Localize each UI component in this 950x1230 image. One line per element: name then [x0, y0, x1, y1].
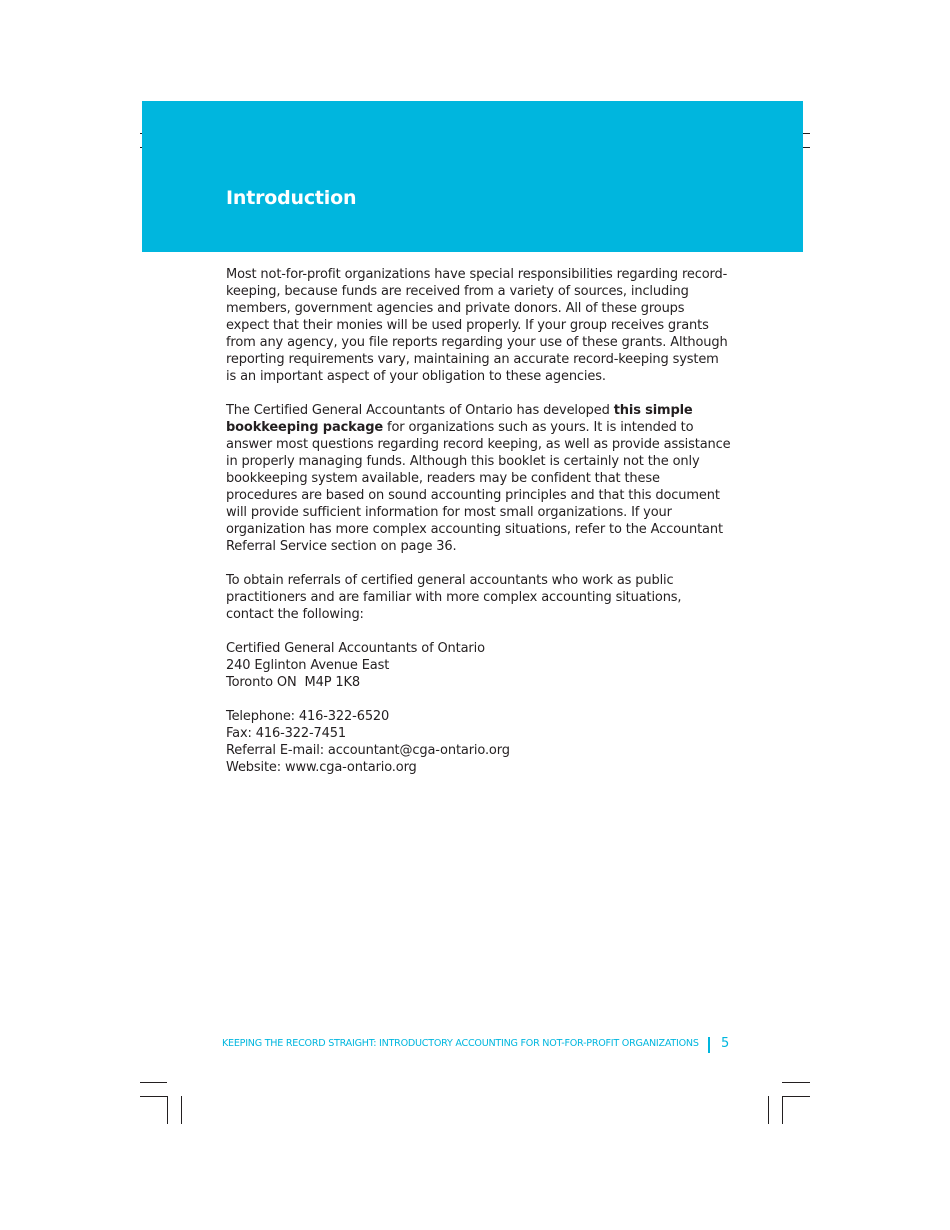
crop-mark-bottom-left-v1: [167, 1096, 168, 1124]
crop-mark-top-right-h2: [803, 147, 810, 148]
crop-mark-bottom-right-h2: [782, 1096, 810, 1097]
header-banner: [142, 101, 803, 252]
contact-website: Website: www.cga-ontario.org: [226, 760, 417, 775]
body-content: [226, 266, 731, 776]
page-title: Introduction: [226, 187, 357, 209]
crop-mark-bottom-left-h2: [140, 1096, 167, 1097]
crop-mark-bottom-left-h1: [140, 1082, 167, 1083]
crop-mark-bottom-right-v2: [782, 1096, 783, 1124]
crop-mark-top-right-h1: [803, 133, 810, 134]
running-title: KEEPING THE RECORD STRAIGHT: INTRODUCTORY ACCOUNTING FOR NOT-FOR-PROFIT ORGANIZATIONS: [222, 1038, 699, 1049]
contact-telephone: Telephone: 416-322-6520: [226, 709, 390, 724]
contact-email: Referral E-mail: accountant@cga-ontario.org: [226, 743, 510, 758]
footer-divider: [708, 1037, 710, 1053]
package-emphasis: this simple bookkeeping package: [226, 403, 693, 435]
address-org: Certified General Accountants of Ontario: [226, 641, 485, 656]
address-city: Toronto ON M4P 1K8: [226, 675, 361, 690]
address-block: [226, 640, 731, 691]
crop-mark-bottom-right-h1: [782, 1082, 810, 1083]
referral-paragraph: To obtain referrals of certified general accountants who work as public practitioners and are familiar with more complex accounting situations, contact the following:: [226, 573, 682, 622]
package-paragraph-start: The Certified General Accountants of Ontario has developed: [226, 403, 614, 418]
crop-mark-bottom-right-v1: [768, 1096, 769, 1124]
package-paragraph: [226, 402, 731, 555]
package-paragraph-end: for organizations such as yours. It is intended to answer most questions regarding record keeping, as well as provide assistance in properly managing funds. Although this booklet is certainly not the only bookkeeping system available, readers may be confident that these procedures are based on sound accounting principles and that this document will provide sufficient information for most small organizations. If your organization has more complex accounting situations, refer to the Accountant Referral Service section on page 36.: [226, 420, 731, 554]
intro-paragraph: Most not-for-profit organizations have special responsibilities regarding record-keeping, because funds are received from a variety of sources, including members, government agencies and private donors. All of these groups expect that their monies will be used properly. If your group receives grants from any agency, you file reports regarding your use of these grants. Although reporting requirements vary, maintaining an accurate record-keeping system is an important aspect of your obligation to these agencies.: [226, 267, 728, 384]
page-footer: [222, 1036, 762, 1054]
page-number: 5: [721, 1036, 730, 1051]
contact-block: [226, 708, 731, 776]
address-street: 240 Eglinton Avenue East: [226, 658, 390, 673]
contact-fax: Fax: 416-322-7451: [226, 726, 346, 741]
crop-mark-bottom-left-v2: [181, 1096, 182, 1124]
